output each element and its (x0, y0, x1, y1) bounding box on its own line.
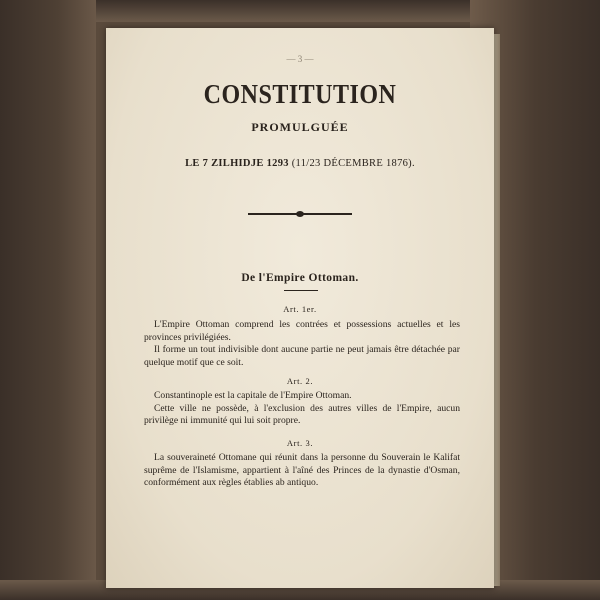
article-paragraph: L'Empire Ottoman comprend les contrées et possessions actuelles et les provinces privilégiées. (144, 319, 460, 343)
promulgation-date (106, 158, 494, 169)
section-title: De l'Empire Ottoman. (241, 272, 359, 284)
article-heading: Art. 3. (286, 438, 314, 448)
article-heading: Art. 2. (286, 376, 314, 386)
scan-border-left (0, 0, 96, 600)
section-divider (284, 290, 318, 291)
article-paragraph: La souveraineté Ottomane qui réunit dans la personne du Souverain le Kalifat suprême de l'Islamisme, appartient à l'aîné des Princes de la dynastie d'Osman, conformément aux règles établies ab antiquo. (144, 452, 460, 489)
document-page (106, 28, 494, 588)
article-paragraph: Constantinople est la capitale de l'Empire Ottoman. (154, 390, 352, 401)
page-number: — 3 — (286, 54, 314, 64)
decorative-rule (248, 213, 352, 215)
document-subtitle: PROMULGUÉE (251, 120, 349, 134)
article-paragraph: Il forme un tout indivisible dont aucune partie ne peut jamais être détachée par quelque motif que ce soit. (144, 344, 460, 368)
article-heading: Art. 1er. (283, 304, 317, 314)
article-paragraph: Cette ville ne possède, à l'exclusion des autres villes de l'Empire, aucun privilège ni immunité qui lui soit propre. (144, 402, 460, 427)
article-body (144, 390, 460, 428)
document-title: CONSTITUTION (203, 79, 397, 110)
article-body (144, 452, 460, 490)
date-main: LE 7 ZILHIDJE 1293 (185, 158, 289, 169)
date-paren: (11/23 DÉCEMBRE 1876). (291, 158, 415, 169)
page-edge (494, 34, 500, 586)
article-body (144, 319, 460, 369)
